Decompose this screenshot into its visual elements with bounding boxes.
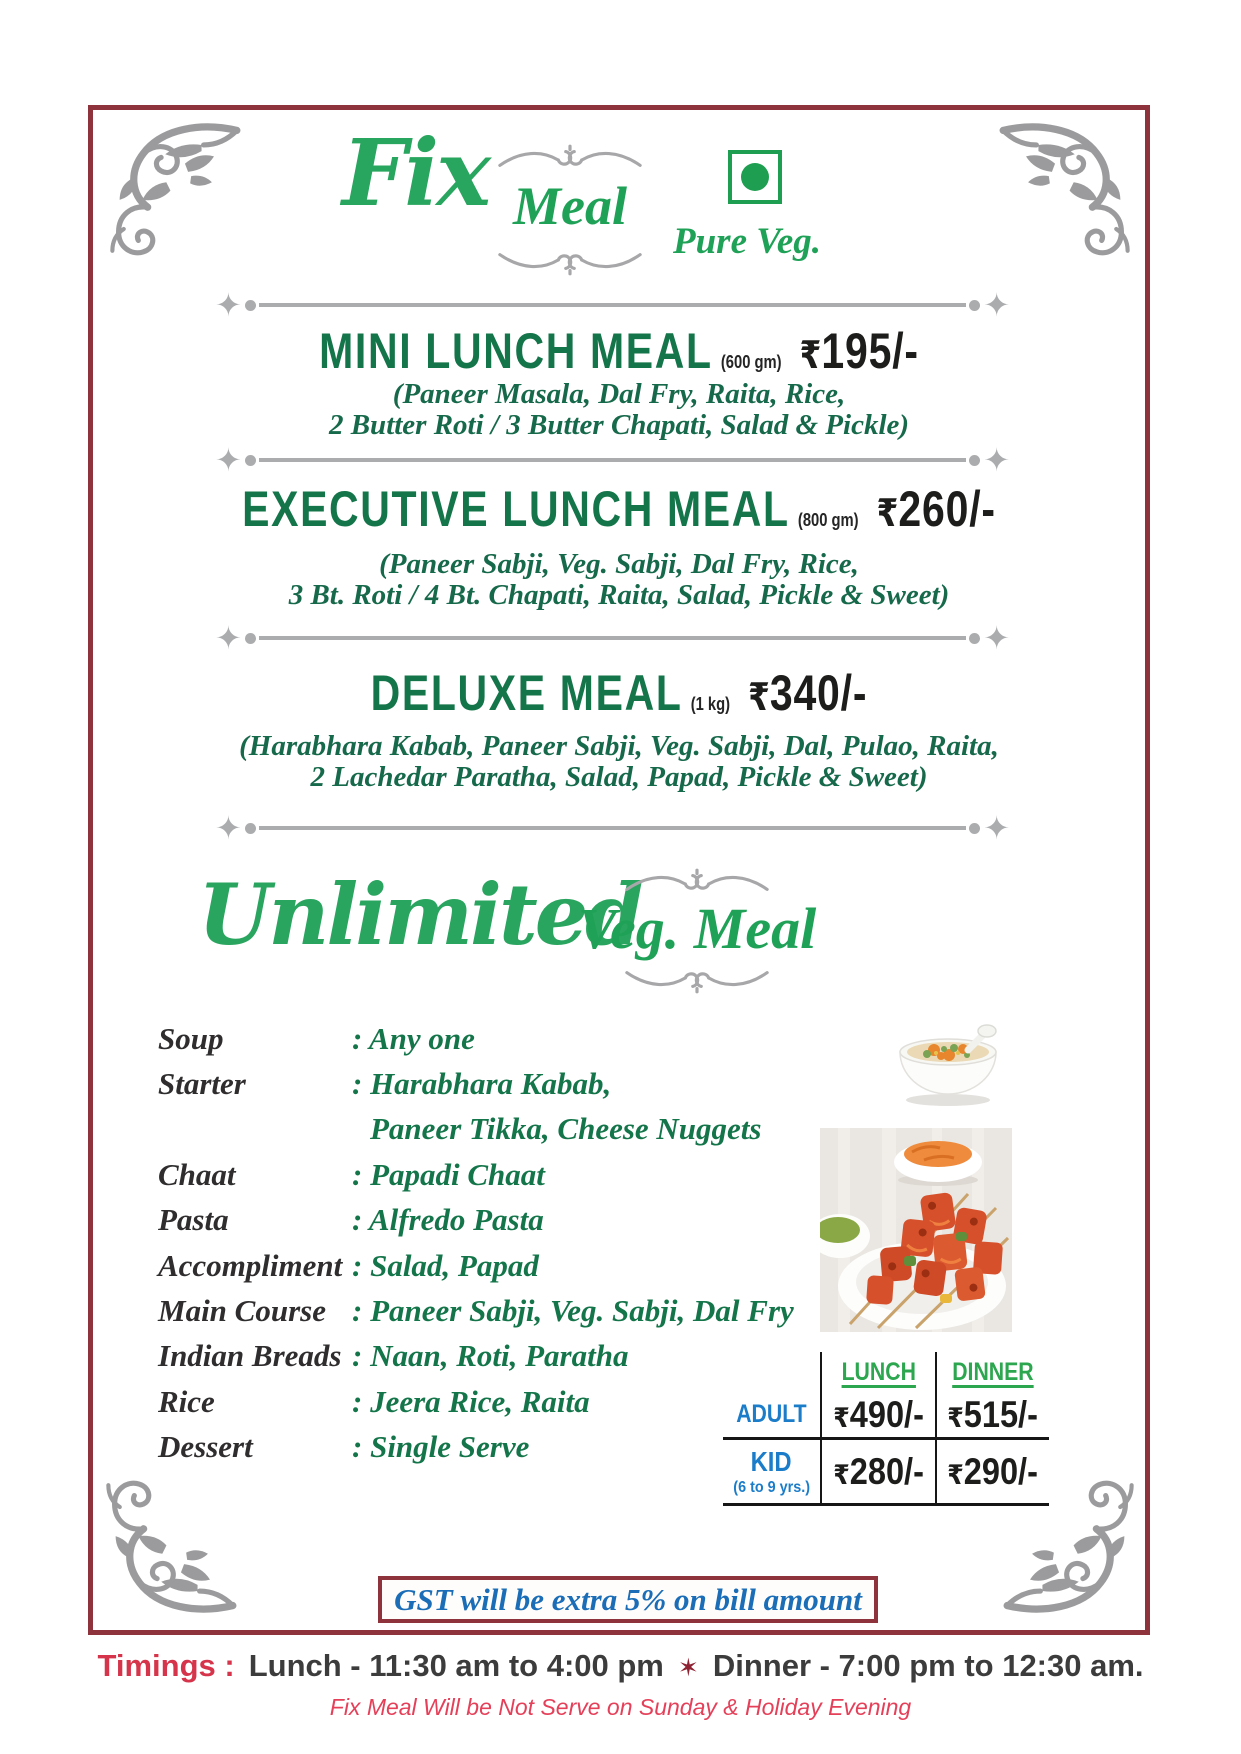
- price-value: 280/-: [849, 1450, 924, 1492]
- unlimited-items-list: [158, 1016, 818, 1470]
- veg-dot: [741, 163, 769, 191]
- list-item-chaat: [158, 1152, 818, 1197]
- meal-desc-line: (Harabhara Kabab, Paneer Sabji, Veg. Sabji, Dal, Pulao, Raita,: [239, 730, 999, 762]
- timings-lunch: Lunch - 11:30 am to 4:00 pm: [248, 1648, 664, 1683]
- rupee-icon: ₹: [947, 1402, 965, 1434]
- meal-desc-line: 3 Bt. Roti / 4 Bt. Chapati, Raita, Salad, Pickle & Sweet): [288, 579, 950, 611]
- list-item-accompliment: [158, 1243, 818, 1288]
- meal-heading-executive-lunch: [184, 480, 1055, 538]
- column-header-dinner: DINNER: [952, 1357, 1034, 1386]
- meal-desc-line: 2 Butter Roti / 3 Butter Chapati, Salad & Pickle): [328, 409, 910, 441]
- divider-line: [259, 458, 966, 462]
- paneer-tikka-image: [820, 1128, 1012, 1332]
- divider-dot: [969, 823, 980, 834]
- item-label: Dessert: [158, 1429, 253, 1465]
- list-item-indian-breads: [158, 1334, 818, 1379]
- meal-heading-mini-lunch: [184, 322, 1055, 380]
- meal-description-deluxe: [88, 731, 1150, 793]
- unlimited-title-word: Veg. Meal: [577, 896, 817, 961]
- item-value: : Harabhara Kabab,: [352, 1066, 612, 1102]
- meal-price-value: 260/-: [898, 481, 996, 537]
- item-value: : Alfredo Pasta: [352, 1202, 544, 1238]
- divider-star-icon: ✦: [215, 441, 242, 479]
- item-label: Pasta: [158, 1202, 229, 1238]
- divider-dot: [245, 823, 256, 834]
- price-table-row-kid-label: [723, 1437, 820, 1503]
- meal-price-value: 195/-: [821, 323, 919, 379]
- meal-desc-line: 2 Lachedar Paratha, Salad, Papad, Pickle & Sweet): [310, 761, 928, 793]
- price-table-header-lunch: [820, 1352, 935, 1392]
- item-label: Main Course: [158, 1293, 326, 1329]
- rupee-icon: ₹: [876, 491, 899, 535]
- list-item-soup: [158, 1016, 818, 1061]
- divider-star-icon: ✦: [983, 809, 1010, 847]
- header-scroll-ornament-top-icon: [495, 142, 645, 176]
- item-label: Accompliment: [158, 1247, 343, 1283]
- rupee-icon: ₹: [833, 1402, 850, 1434]
- divider-line: [259, 826, 966, 830]
- row-sublabel-kid-age: (6 to 9 yrs.): [733, 1479, 810, 1496]
- gst-note-box: [378, 1576, 878, 1623]
- price-value: 515/-: [964, 1393, 1039, 1435]
- divider-star-icon: ✦: [215, 619, 242, 657]
- item-value: : Naan, Roti, Paratha: [352, 1338, 629, 1374]
- list-item-dessert: [158, 1425, 818, 1470]
- meal-heading-deluxe: [184, 664, 1055, 722]
- meal-weight: (600 gm): [720, 352, 782, 372]
- meal-description-executive-lunch: [88, 549, 1150, 611]
- item-value: : Single Serve: [352, 1429, 530, 1465]
- row-label-kid: KID: [750, 1446, 792, 1477]
- divider-star-icon: ✦: [983, 619, 1010, 657]
- item-value: : Salad, Papad: [352, 1247, 539, 1283]
- list-item-main-course: [158, 1288, 818, 1333]
- price-adult-lunch: [820, 1392, 935, 1437]
- divider-star-icon: ✦: [983, 286, 1010, 324]
- menu-title-script: Fix: [341, 119, 489, 227]
- divider-dot: [969, 633, 980, 644]
- rupee-icon: ₹: [833, 1459, 850, 1491]
- item-value: : Any one: [352, 1020, 475, 1056]
- list-item-starter-cont: [158, 1107, 818, 1152]
- list-item-rice: [158, 1379, 818, 1424]
- price-table-row-adult-label: [723, 1392, 820, 1437]
- item-value: : Paneer Sabji, Veg. Sabji, Dal Fry: [352, 1293, 794, 1329]
- item-label: Starter: [158, 1066, 246, 1102]
- divider-dot: [245, 633, 256, 644]
- row-label-adult: ADULT: [736, 1400, 807, 1428]
- meal-name: DELUXE MEAL: [370, 665, 683, 721]
- unlimited-title-script: Unlimited: [198, 865, 641, 964]
- divider-star-icon: ✦: [215, 809, 242, 847]
- item-value: : Jeera Rice, Raita: [352, 1383, 590, 1419]
- timings-label: Timings :: [97, 1648, 235, 1683]
- divider-star-icon: ✦: [215, 286, 242, 324]
- soup-bowl-image: [886, 1006, 1010, 1108]
- header-scroll-ornament-bottom-icon: [495, 244, 645, 278]
- timings-dinner: Dinner - 7:00 pm to 12:30 am.: [712, 1648, 1144, 1683]
- unlimited-scroll-ornament-bottom-icon: [572, 962, 822, 996]
- price-kid-dinner: [935, 1437, 1049, 1503]
- meal-desc-line: (Paneer Sabji, Veg. Sabji, Dal Fry, Rice,: [379, 548, 859, 580]
- meal-weight: (800 gm): [797, 510, 859, 530]
- price-table-corner-cell: [723, 1352, 820, 1392]
- meal-name: EXECUTIVE LUNCH MEAL: [242, 481, 790, 537]
- meal-price-value: 340/-: [769, 665, 868, 721]
- meal-description-mini-lunch: [88, 379, 1150, 441]
- meal-price: [800, 322, 919, 380]
- divider-star-icon: ✦: [983, 441, 1010, 479]
- divider-dot: [245, 300, 256, 311]
- footnote: Fix Meal Will be Not Serve on Sunday & Holiday Evening: [329, 1694, 912, 1720]
- corner-flourish-bottom-left-icon: [98, 1478, 238, 1618]
- menu-title-word: Meal: [513, 176, 627, 236]
- meal-price: [877, 480, 996, 538]
- item-label: Rice: [158, 1383, 215, 1419]
- price-adult-dinner: [935, 1392, 1049, 1437]
- pure-veg-icon: [728, 150, 782, 204]
- divider: [215, 809, 1010, 847]
- gst-note-text: GST will be extra 5% on bill amount: [394, 1581, 862, 1617]
- divider: [215, 619, 1010, 657]
- rupee-icon: ₹: [947, 1459, 965, 1491]
- rupee-icon: ₹: [748, 675, 770, 719]
- meal-name: MINI LUNCH MEAL: [319, 323, 713, 379]
- star-separator-icon: ✶: [677, 1653, 699, 1682]
- corner-flourish-top-right-icon: [998, 118, 1138, 258]
- divider-dot: [969, 300, 980, 311]
- item-label: Indian Breads: [158, 1338, 342, 1374]
- meal-desc-line: (Paneer Masala, Dal Fry, Raita, Rice,: [392, 378, 846, 410]
- list-item-pasta: [158, 1198, 818, 1243]
- item-label: Chaat: [158, 1156, 236, 1192]
- divider-line: [259, 636, 966, 640]
- divider: [215, 286, 1010, 324]
- column-header-lunch: LUNCH: [841, 1357, 916, 1386]
- pure-veg-label: Pure Veg.: [673, 221, 821, 262]
- unlimited-scroll-ornament-top-icon: [572, 866, 822, 900]
- rupee-icon: ₹: [799, 333, 822, 377]
- price-table-header-dinner: [935, 1352, 1049, 1392]
- divider-dot: [969, 455, 980, 466]
- item-value: : Papadi Chaat: [352, 1156, 545, 1192]
- item-value: Paneer Tikka, Cheese Nuggets: [370, 1111, 762, 1147]
- price-kid-lunch: [820, 1437, 935, 1503]
- divider-line: [259, 303, 966, 307]
- timings-line: [0, 1648, 1241, 1684]
- divider: [215, 441, 1010, 479]
- price-value: 490/-: [849, 1393, 924, 1435]
- corner-flourish-top-left-icon: [102, 118, 242, 258]
- meal-price: [748, 664, 867, 722]
- divider-dot: [245, 455, 256, 466]
- item-label: Soup: [158, 1020, 224, 1056]
- meal-weight: (1 kg): [690, 694, 731, 714]
- list-item-starter: [158, 1061, 818, 1106]
- price-table: [723, 1352, 1049, 1506]
- price-value: 290/-: [964, 1450, 1039, 1492]
